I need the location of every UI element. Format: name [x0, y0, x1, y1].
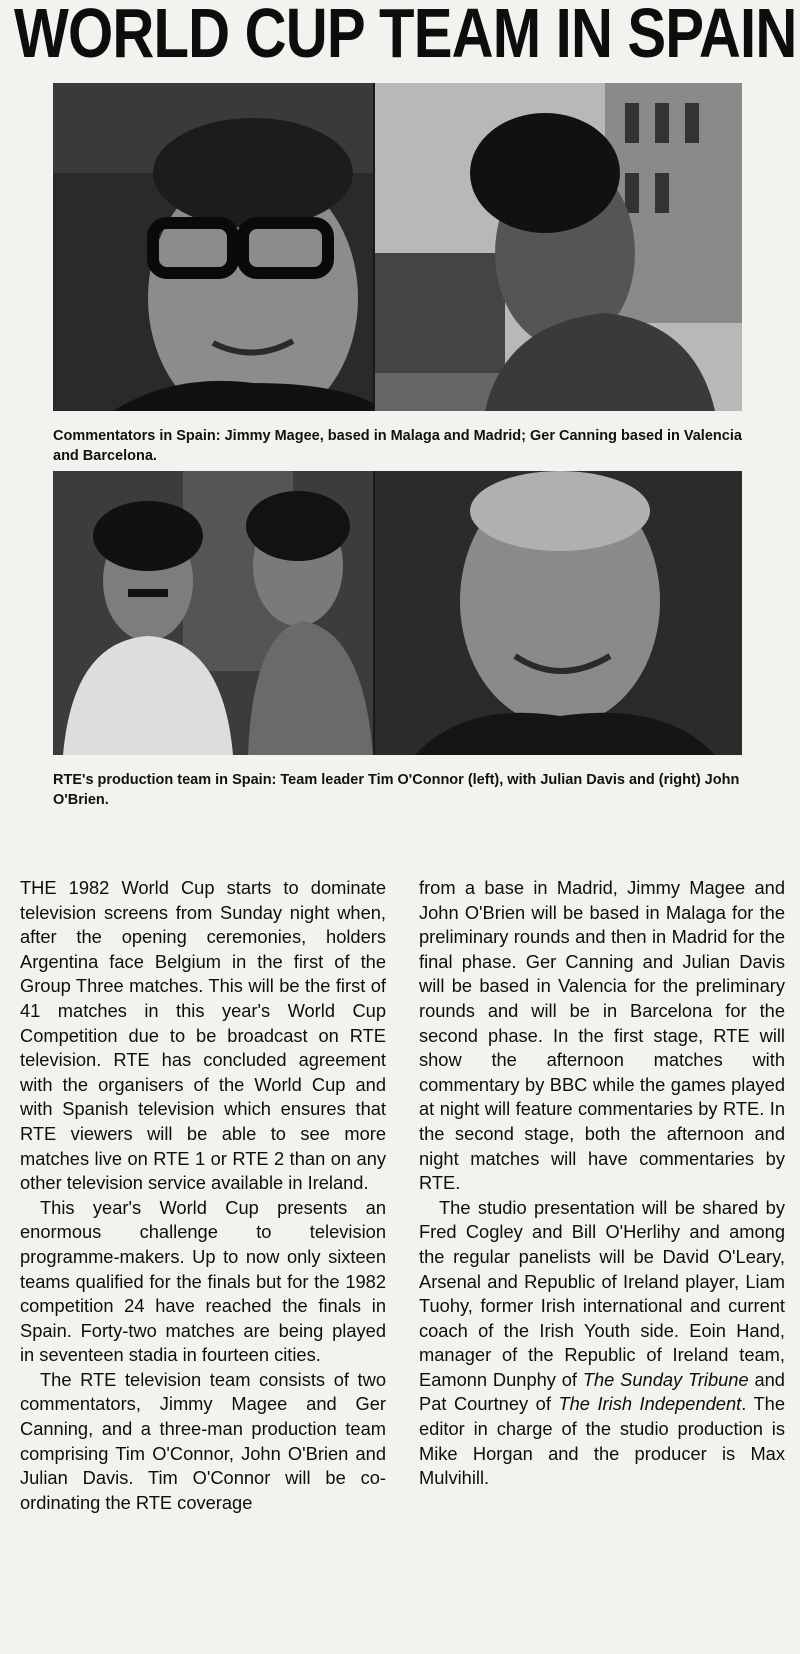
article-paragraph: The RTE television team consists of two commentators, Jimmy Magee and Ger Canning, and a three-man production team comprising Tim O'Connor, John O'Brien and Julian Davis. Tim O'Connor will be co-ordinating the RTE coverage — [20, 1368, 386, 1513]
photo-row-commentators — [53, 83, 742, 411]
article-paragraph: from a base in Madrid, Jimmy Magee and John O'Brien will be based in Malaga for the preliminary rounds and then in Madrid for the final phase. Ger Canning and Julian Davis will be based in Valencia for the preliminary rounds and will be in Barcelona for the second phase. In the first stage, RTE will show the afternoon matches with commentary by BBC while the games played at night will feature commentaries by RTE. In the second stage, both the afternoon and night matches will have commentaries by RTE. — [419, 877, 785, 1194]
article-paragraph — [419, 1196, 785, 1491]
caption-commentators: Commentators in Spain: Jimmy Magee, based in Malaga and Madrid; Ger Canning based in Valencia and Barcelona. — [53, 428, 742, 464]
article-column-1 — [20, 876, 386, 1515]
paragraph-text: . The editor in charge of the studio production is Mike Horgan and the producer is Max Mulvihill. — [419, 1393, 785, 1489]
article-paragraph: THE 1982 World Cup starts to dominate television screens from Sunday night when, after the opening ceremonies, holders Argentina face Belgium in the first of the Group Three matches. This will be the first of 41 matches in this year's World Cup Competition due to be broadcast on RTE television. RTE has concluded agreement with the organisers of the World Cup and with Spanish television which ensures that RTE viewers will be able to see more matches live on RTE 1 or RTE 2 than on any other television service available in Ireland. — [20, 877, 386, 1194]
publication-name: The Irish Independent — [558, 1393, 742, 1415]
tim-oconnor-julian-davis-photo — [53, 471, 373, 755]
paragraph-text: and Pat Courtney of — [419, 1368, 785, 1415]
john-obrien-photo — [375, 471, 742, 755]
caption-production-team: RTE's production team in Spain: Team leader Tim O'Connor (left), with Julian Davis and (right) John O'Brien. — [53, 772, 740, 808]
headline: WORLD CUP TEAM IN SPAIN — [14, 0, 797, 72]
photo-row-production-team — [53, 471, 742, 755]
paragraph-text: The studio presentation will be shared by Fred Cogley and Bill O'Herlihy and among the regular panelists will be David O'Leary, Arsenal and Republic of Ireland player, Liam Tuohy, former Irish international and current coach of the Irish Youth side. Eoin Hand, manager of the Republic of Ireland team, Eamonn Dunphy of — [419, 1196, 785, 1390]
publication-name: The Sunday Tribune — [582, 1368, 749, 1390]
jimmy-magee-photo — [53, 83, 373, 411]
ger-canning-photo — [375, 83, 742, 411]
article-paragraph: This year's World Cup presents an enormous challenge to television programme-makers. Up to now only sixteen teams qualified for the finals but for the 1982 competition 24 have reached the finals in Spain. Forty-two matches are being played in seventeen stadia in fourteen cities. — [20, 1196, 386, 1366]
article-column-2 — [419, 876, 785, 1491]
